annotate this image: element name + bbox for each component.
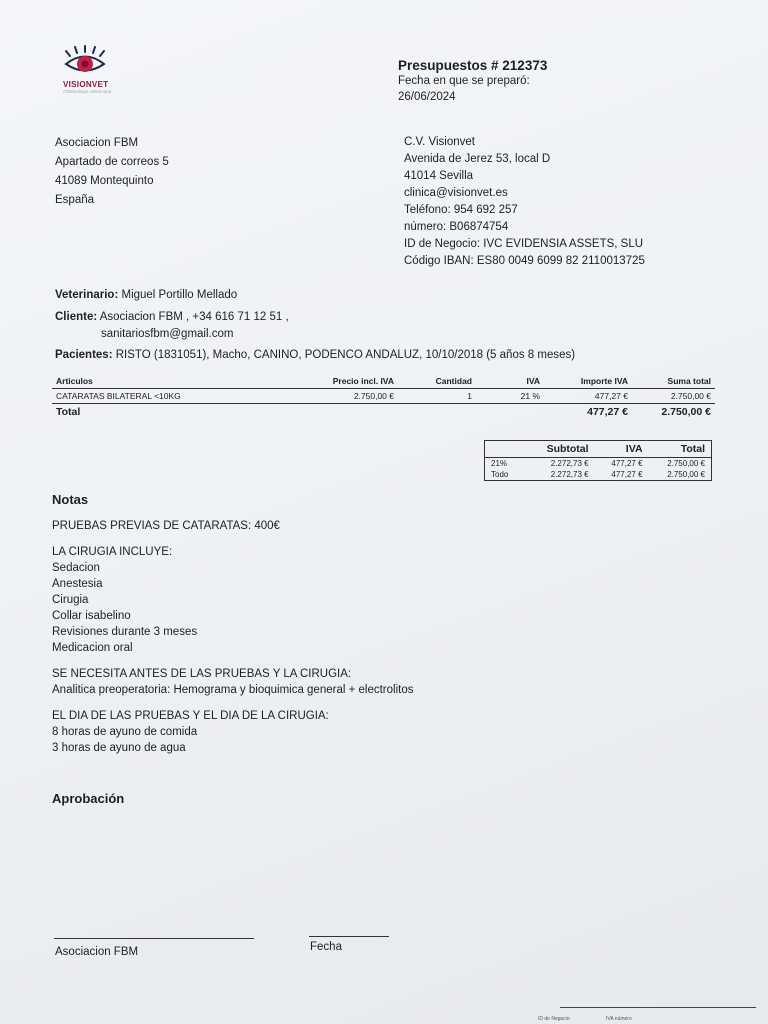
client-row [55,309,575,326]
patients-value: RISTO (1831051), Macho, CANINO, PODENCO ANDALUZ, 10/10/2018 (5 años 8 meses) [115,349,576,361]
clinic-line: Avenida de Jerez 53, local D [404,153,551,165]
col-cantidad: Cantidad [398,374,476,389]
date-signature-line [309,936,389,937]
total-row [52,404,715,421]
total-sum: 2.750,00 € [661,406,711,418]
client-label: Cliente: [55,311,98,323]
summary-row [485,458,712,470]
approval-title: Aprobación [52,791,125,806]
eye-logo-icon [60,44,110,80]
col-iva: IVA [476,374,544,389]
address-line: Apartado de correos 5 [55,156,169,168]
address-line: España [55,194,95,206]
cell-cantidad: 1 [398,389,476,404]
summary-table [484,440,712,481]
document-title: Presupuestos # 212373 [398,58,548,73]
summary-header-row [485,441,712,458]
summary-col-rate [485,441,528,458]
footer-business-id: ID de Negocio [538,1016,570,1022]
notes-line: EL DIA DE LAS PRUEBAS Y EL DIA DE LA CIRUGIA: [52,710,329,722]
logo-name: VISIONVET [63,80,109,89]
notes-line: Medicacion oral [52,642,133,654]
client-address [55,134,169,210]
total-iva: 477,27 € [587,406,628,418]
summary-row [485,469,712,481]
summary-total: 2.750,00 € [667,459,705,468]
items-header-row [52,374,715,389]
summary-rate: Todo [491,470,509,479]
clinic-iban: Código IBAN: ES80 0049 6099 82 2110013725 [404,255,645,267]
notes-line: Revisiones durante 3 meses [52,626,198,638]
cell-importe-iva: 477,27 € [544,389,632,404]
notes-line: SE NECESITA ANTES DE LAS PRUEBAS Y LA CIRUGIA: [52,668,352,680]
col-articulos: Articulos [52,374,290,389]
date-value: 26/06/2024 [398,91,456,103]
notes-line: 8 horas de ayuno de comida [52,726,198,738]
address-line: 41089 Montequinto [55,175,154,187]
summary-subtotal: 2.272,73 € [550,459,589,468]
logo [60,44,140,94]
col-importe-iva: Importe IVA [544,374,632,389]
clinic-phone: Teléfono: 954 692 257 [404,204,518,216]
summary-iva: 477,27 € [611,459,643,468]
items-table [52,374,715,420]
clinic-business-id: ID de Negocio: IVC EVIDENSIA ASSETS, SLU [404,238,644,250]
clinic-number: número: B06874754 [404,221,509,233]
notes-line: Sedacion [52,562,100,574]
clinic-line: C.V. Visionvet [404,136,475,148]
clinic-details [404,134,645,270]
total-label: Total [56,406,81,418]
summary-col-subtotal: Subtotal [527,441,595,458]
patient-info [55,287,575,364]
cell-articulo: CATARATAS BILATERAL <10KG [52,389,290,404]
summary-col-total: Total [649,441,712,458]
notes-line: Analitica preoperatoria: Hemograma y bioquimica general + electrolitos [52,684,414,696]
notes-line: LA CIRUGIA INCLUYE: [52,546,173,558]
notes-line: Anestesia [52,578,103,590]
notes-line: Cirugia [52,594,89,606]
col-suma-total: Suma total [632,374,715,389]
col-precio: Precio incl. IVA [290,374,398,389]
footer-divider [560,1007,756,1008]
signature-client-label: Asociacion FBM [55,946,139,958]
patients-label: Pacientes: [55,349,113,361]
notes-line: Collar isabelino [52,610,131,622]
notes-pruebas-previas: PRUEBAS PREVIAS DE CATARATAS: 400€ [52,520,280,532]
cell-suma: 2.750,00 € [632,389,715,404]
table-row [52,389,715,404]
address-line: Asociacion FBM [55,137,139,149]
client-contact: Asociacion FBM , +34 616 71 12 51 , [99,311,289,323]
notes-title: Notas [52,492,89,507]
summary-rate: 21% [491,459,508,468]
summary-total: 2.750,00 € [667,470,705,479]
signature-line [54,938,254,939]
notes-body [52,518,413,756]
summary-iva: 477,27 € [611,470,643,479]
vet-row [55,287,575,304]
date-label: Fecha en que se preparó: [398,75,530,87]
footer-iva-number: IVA número [606,1016,632,1022]
summary-col-iva: IVA [595,441,649,458]
cell-iva: 21 % [476,389,544,404]
vet-label: Veterinario: [55,289,119,301]
clinic-line: 41014 Sevilla [404,170,474,182]
clinic-email: clinica@visionvet.es [404,187,508,199]
cell-precio: 2.750,00 € [290,389,398,404]
notes-line: 3 horas de ayuno de agua [52,742,186,754]
summary-subtotal: 2.272,73 € [550,470,589,479]
document-header [398,58,547,105]
logo-tagline: Oftalmología Veterinaria [63,89,112,94]
signature-date-label: Fecha [310,941,342,953]
client-email: sanitariosfbm@gmail.com [101,328,234,340]
vet-name: Miguel Portillo Mellado [121,289,238,301]
patients-row [55,347,575,364]
